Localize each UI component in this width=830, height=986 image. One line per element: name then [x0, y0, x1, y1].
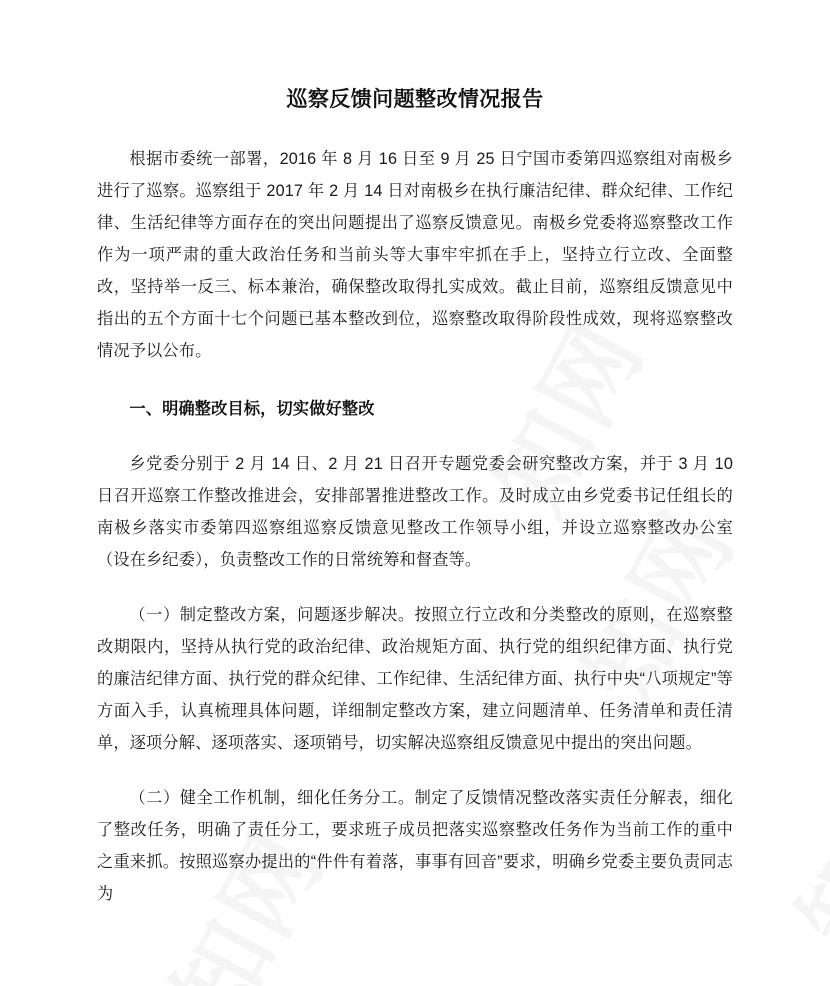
- document-title: 巡察反馈问题整改情况报告: [286, 88, 544, 111]
- paragraph-subsection-1: （一）制定整改方案，问题逐步解决。按照立行立改和分类整改的原则，在巡察整改期限内，坚持从执行党的政治纪律、政治规矩方面、执行党的组织纪律方面、执行党的廉洁纪律方面、执行党的群众纪律、工作纪律、生活纪律方面、执行中央“八项规定”等方面入手，认真梳理具体问题，详细制定整改方案，建立问题清单、任务清单和责任清单，逐项分解、逐项落实、逐项销号，切实解决巡察组反馈意见中提出的突出问题。: [97, 606, 733, 753]
- paragraph-section1-intro: 乡党委分别于 2 月 14 日、2 月 21 日召开专题党委会研究整改方案，并于 3 月 10 日召开巡察工作整改推进会，安排部署推进整改工作。及时成立由乡党委书记任组长的南极乡落实市委第四巡察组巡察反馈意见整改工作领导小组，并设立巡察整改办公室（设在乡纪委），负责整改工作的日常统筹和督查等。: [97, 455, 733, 570]
- paragraph-intro: 根据市委统一部署，2016 年 8 月 16 日至 9 月 25 日宁国市委第四巡察组对南极乡进行了巡察。巡察组于 2017 年 2 月 14 日对南极乡在执行廉洁纪律、群众纪律、工作纪律、生活纪律等方面存在的突出问题提出了巡察反馈意见。南极乡党委将巡察整改工作作为一项严肃的重大政治任务和当前头等大事牢牢抓在手上，坚持立行立改、全面整改，坚持举一反三、标本兼治，确保整改取得扎实成效。截止目前，巡察组反馈意见中指出的五个方面十七个问题已基本整改到位，巡察整改取得阶段性成效，现将巡察整改情况予以公布。: [97, 150, 733, 361]
- paragraph-subsection-2: （二）健全工作机制，细化任务分工。制定了反馈情况整改落实责任分解表，细化了整改任务，明确了责任分工，要求班子成员把落实巡察整改任务作为当前工作的重中之重来抓。按照巡察办提出的“件件有着落，事事有回音”要求，明确乡党委主要负责同志为: [97, 789, 733, 904]
- section-heading-1: 一、明确整改目标，切实做好整改: [129, 400, 375, 419]
